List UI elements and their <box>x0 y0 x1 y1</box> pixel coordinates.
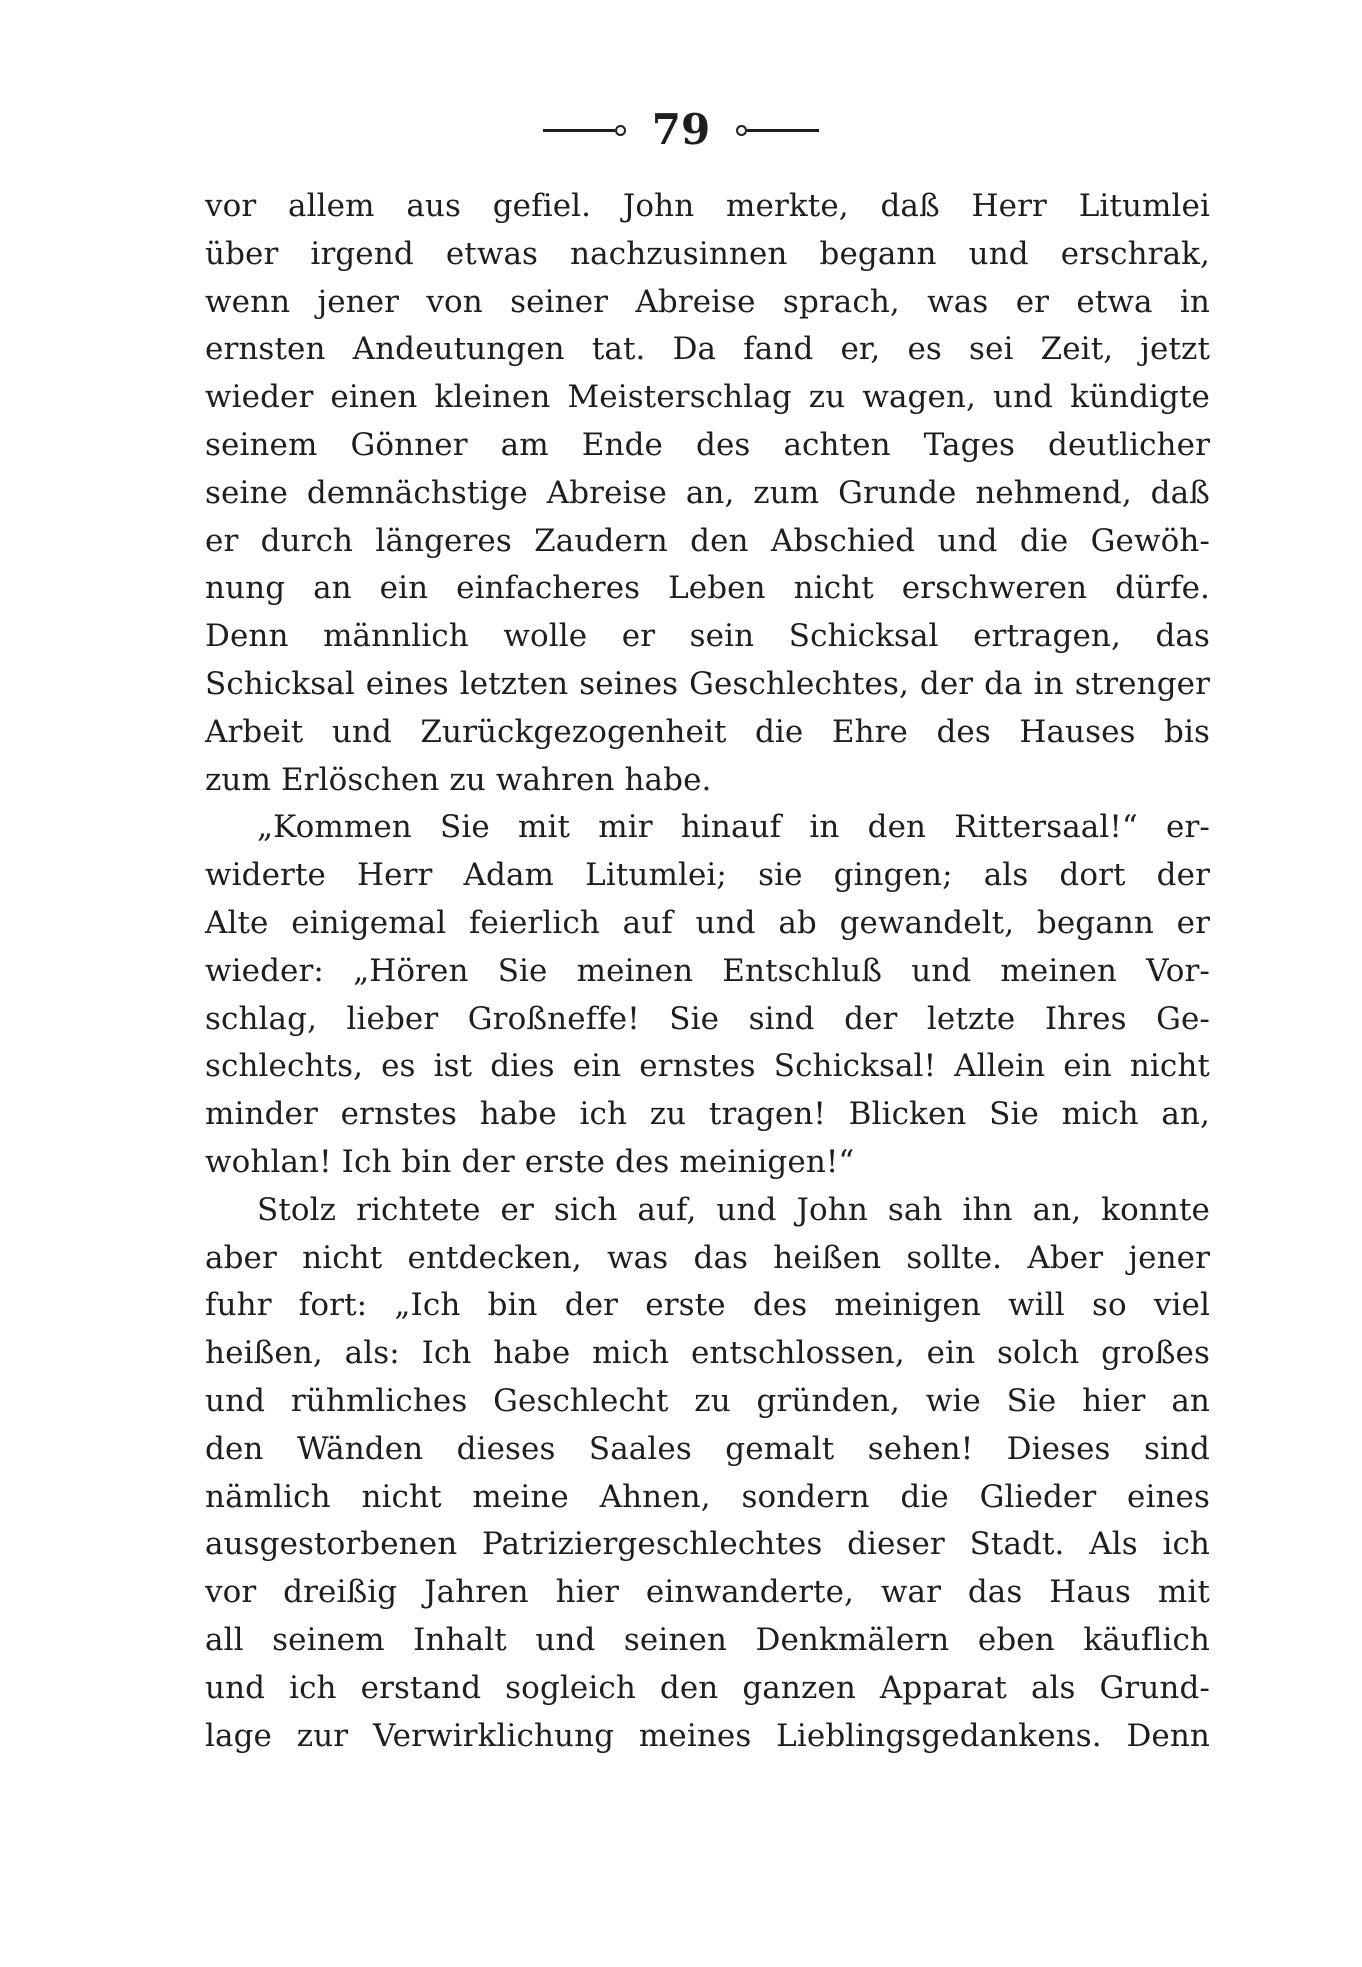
text-line: vor allem aus gefiel. John merkte, daß Herr Litumlei <box>205 188 1210 224</box>
page-number: 79 <box>651 105 711 154</box>
text-line: nämlich nicht meine Ahnen, sondern die Glieder eines <box>205 1478 1210 1515</box>
text-line: den Wänden dieses Saales gemalt sehen! Dieses sind <box>205 1430 1210 1467</box>
text-line: vor dreißig Jahren hier einwanderte, war das Haus mit <box>205 1574 1210 1611</box>
text-line: wieder einen kleinen Meisterschlag zu wagen, und kündigte <box>205 379 1210 416</box>
text-line: zum Erlöschen zu wahren habe. <box>205 761 712 798</box>
text-line: Arbeit und Zurückgezogenheit die Ehre des Hauses bis <box>205 713 1210 750</box>
text-line: lage zur Verwirklichung meines Lieblingsgedankens. Denn <box>205 1717 1210 1754</box>
text-line: Denn männlich wolle er sein Schicksal ertragen, das <box>205 618 1210 655</box>
text-line: seinem Gönner am Ende des achten Tages deutlicher <box>205 426 1210 463</box>
text-line: schlechts, es ist dies ein ernstes Schicksal! Allein ein nicht <box>205 1048 1210 1085</box>
text-line: wenn jener von seiner Abreise sprach, was er etwa in <box>205 283 1210 320</box>
text-line: widerte Herr Adam Litumlei; sie gingen; als dort der <box>205 857 1210 894</box>
page-header <box>0 100 1362 160</box>
text-line: fuhr fort: „Ich bin der erste des meinigen will so viel <box>205 1287 1210 1324</box>
text-line: und ich erstand sogleich den ganzen Apparat als Grund- <box>205 1669 1210 1706</box>
text-line: minder ernstes habe ich zu tragen! Blicken Sie mich an, <box>205 1096 1210 1133</box>
text-line: wohlan! Ich bin der erste des meinigen!“ <box>205 1143 855 1180</box>
text-line: all seinem Inhalt und seinen Denkmälern eben käuflich <box>205 1621 1210 1658</box>
header-ornament-right <box>736 125 819 136</box>
text-line: er durch längeres Zaudern den Abschied und die Gewöh- <box>205 522 1210 559</box>
text-line: „Kommen Sie mit mir hinauf in den Rittersaal!“ er- <box>257 809 1210 846</box>
text-line: seine demnächstige Abreise an, zum Grunde nehmend, daß <box>205 474 1210 511</box>
text-line: ausgestorbenen Patriziergeschlechtes dieser Stadt. Als ich <box>205 1526 1210 1563</box>
text-line: heißen, als: Ich habe mich entschlossen, ein solch großes <box>205 1335 1210 1372</box>
text-line: aber nicht entdecken, was das heißen sollte. Aber jener <box>205 1239 1210 1276</box>
text-line: wieder: „Hören Sie meinen Entschluß und meinen Vor- <box>205 952 1210 989</box>
text-line: Schicksal eines letzten seines Geschlechtes, der da in strenger <box>205 665 1210 702</box>
header-ornament-left <box>543 125 626 136</box>
text-line: und rühmliches Geschlecht zu gründen, wie Sie hier an <box>205 1382 1210 1419</box>
text-line: ernsten Andeutungen tat. Da fand er, es sei Zeit, jetzt <box>205 331 1210 368</box>
body-text <box>205 183 1210 1760</box>
text-line: schlag, lieber Großneffe! Sie sind der letzte Ihres Ge- <box>205 1000 1210 1037</box>
text-line: über irgend etwas nachzusinnen begann und erschrak, <box>205 235 1210 272</box>
text-line: nung an ein einfacheres Leben nicht erschweren dürfe. <box>205 570 1210 607</box>
text-line: Alte einigemal feierlich auf und ab gewandelt, begann er <box>205 904 1210 941</box>
text-line: Stolz richtete er sich auf, und John sah ihn an, konnte <box>257 1191 1210 1228</box>
